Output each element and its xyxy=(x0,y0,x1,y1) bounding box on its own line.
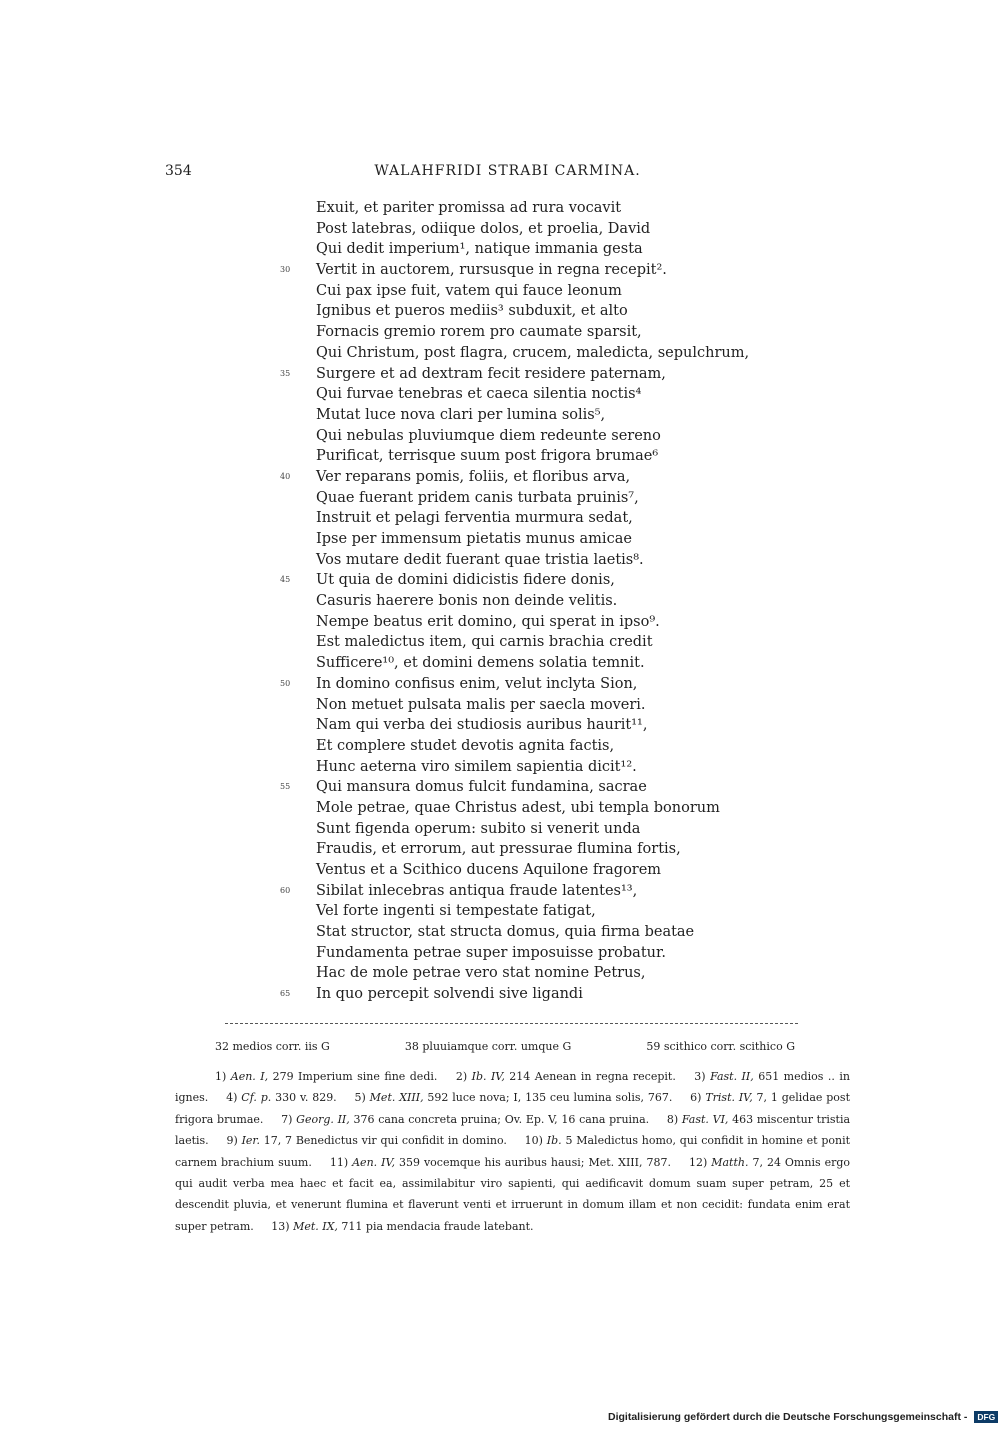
footnote-number: 4) xyxy=(226,1091,238,1105)
verse-text: Surgere et ad dextram fecit residere paternam, xyxy=(316,365,666,382)
footnotes xyxy=(175,1066,850,1237)
verse-line xyxy=(280,570,800,591)
footnote-source: Aen. IV, xyxy=(352,1155,395,1169)
verse-line xyxy=(280,488,800,509)
verse-block xyxy=(280,198,800,1005)
line-number: 40 xyxy=(280,471,291,481)
verse-line xyxy=(280,612,800,633)
footnote xyxy=(267,1113,653,1126)
verse-line xyxy=(280,984,800,1005)
verse-line xyxy=(280,529,800,550)
verse-text: Instruit et pelagi ferventia murmura sedat, xyxy=(316,510,633,527)
verse-line xyxy=(280,632,800,653)
footnote-number: 10) xyxy=(524,1134,543,1148)
footnote-source: Ib. IV, xyxy=(471,1070,505,1083)
verse-line xyxy=(280,715,800,736)
verse-line xyxy=(280,239,800,260)
verse-text: Sibilat inlecebras antiqua fraude latentes¹³, xyxy=(316,882,638,899)
verse-line xyxy=(280,384,800,405)
verse-line xyxy=(280,819,800,840)
verse-text: Casuris haerere bonis non deinde velitis. xyxy=(316,593,618,610)
footnote-divider xyxy=(225,1023,798,1024)
verse-line xyxy=(280,757,800,778)
verse-text: Hunc aeterna viro similem sapientia dicit¹². xyxy=(316,758,637,775)
footnote xyxy=(175,1070,442,1083)
running-title: WALAHFRIDI STRABI CARMINA. xyxy=(374,163,641,179)
verse-line xyxy=(280,301,800,322)
footnote-number: 9) xyxy=(226,1134,238,1148)
verse-text: Exuit, et pariter promissa ad rura vocavit xyxy=(316,200,622,216)
apparatus-entry: 38 pluuiamque corr. umque G xyxy=(404,1040,572,1053)
verse-text: Et complere studet devotis agnita factis, xyxy=(316,737,615,754)
footnote-text: 330 v. 829. xyxy=(275,1091,337,1105)
footnote-source: Fast. VI, xyxy=(681,1112,729,1126)
line-number: 30 xyxy=(280,265,291,275)
footnote-text: 214 Aenean in regna recepit. xyxy=(509,1070,676,1083)
verse-text: Qui Christum, post flagra, crucem, maledicta, sepulchrum, xyxy=(316,344,750,361)
footnote-source: Cf. p. xyxy=(241,1091,272,1105)
verse-line xyxy=(280,405,800,426)
verse-text: Vertit in auctorem, rursusque in regna recepit². xyxy=(316,262,667,279)
verse-line xyxy=(280,798,800,819)
footnote-text: 279 Imperium sine fine dedi. xyxy=(272,1070,438,1083)
verse-line xyxy=(280,736,800,757)
verse-text: Non metuet pulsata malis per saecla moveri. xyxy=(316,696,646,713)
footnote xyxy=(257,1220,533,1233)
verse-line xyxy=(280,591,800,612)
digitization-credit xyxy=(608,1411,998,1423)
verse-text: Est maledictus item, qui carnis brachia credit xyxy=(316,634,653,651)
footnote xyxy=(212,1091,340,1104)
verse-line xyxy=(280,839,800,860)
line-number: 60 xyxy=(280,885,291,895)
line-number: 35 xyxy=(280,368,291,378)
footnote-source: Fast. II, xyxy=(710,1070,754,1083)
verse-line xyxy=(280,674,800,695)
verse-line xyxy=(280,653,800,674)
footnote xyxy=(316,1156,675,1169)
verse-text: Ipse per immensum pietatis munus amicae xyxy=(316,531,632,547)
footnote-source: Aen. I, xyxy=(230,1070,269,1083)
footnote xyxy=(212,1134,510,1147)
verse-text: Fornacis gremio rorem pro caumate sparsit, xyxy=(316,324,642,341)
verse-text: Ventus et a Scithico ducens Aquilone fragorem xyxy=(316,862,662,878)
verse-text: In quo percepit solvendi sive ligandi xyxy=(316,986,583,1003)
footnote-text: 7, 24 Omnis ergo qui audit verba mea haec et facit ea, assimilabitur viro sapienti, qui aedificavit domum suam super petram, 25 et descendit pluvia, et venerunt flumina et flaverunt venti et irruerunt in domum illam et non cecidit: fundata enim erat super petram. xyxy=(175,1155,851,1233)
verse-line xyxy=(280,777,800,798)
footnote-text: 7, 1 gelidae post frigora brumae. xyxy=(175,1091,850,1126)
credit-text: Digitalisierung gefördert durch die Deutsche Forschungsgemeinschaft - xyxy=(608,1411,968,1423)
verse-line xyxy=(280,943,800,964)
verse-line xyxy=(280,364,800,385)
verse-text: Ignibus et pueros mediis³ subduxit, et alto xyxy=(316,303,628,320)
dfg-logo: DFG xyxy=(974,1411,998,1423)
footnote-number: 2) xyxy=(455,1070,468,1083)
footnote-text: 651 medios .. in ignes. xyxy=(175,1070,850,1105)
footnote-text: 359 vocemque his auribus hausi; Met. XIII, 787. xyxy=(398,1155,671,1169)
footnote-number: 3) xyxy=(694,1070,706,1083)
verse-text: Ver reparans pomis, foliis, et floribus arva, xyxy=(316,468,631,485)
footnote-source: Ier. xyxy=(241,1134,260,1148)
footnote-number: 12) xyxy=(688,1155,708,1169)
footnote xyxy=(341,1091,677,1104)
verse-line xyxy=(280,281,800,302)
verse-text: Post latebras, odiique dolos, et proelia, David xyxy=(316,220,651,237)
verse-line xyxy=(280,550,800,571)
verse-text: Purificat, terrisque suum post frigora brumae⁶ xyxy=(316,448,659,465)
verse-text: Fraudis, et errorum, aut pressurae flumina fortis, xyxy=(316,841,681,858)
footnote-source: Met. XIII, xyxy=(369,1091,424,1105)
footnote-number: 8) xyxy=(666,1112,679,1126)
verse-text: In domino confisus enim, velut inclyta Sion, xyxy=(316,675,638,692)
footnote-text: 17, 7 Benedictus vir qui confidit in domino. xyxy=(263,1134,507,1148)
verse-text: Quae fuerant pridem canis turbata pruinis⁷, xyxy=(316,489,639,506)
verse-text: Fundamenta petrae super imposuisse probatur. xyxy=(316,944,666,961)
verse-line xyxy=(280,322,800,343)
verse-line xyxy=(280,467,800,488)
footnote-number: 5) xyxy=(354,1091,366,1105)
line-number: 45 xyxy=(280,575,291,585)
footnote-source: Met. IX, xyxy=(293,1219,338,1233)
verse-line xyxy=(280,922,800,943)
verse-line xyxy=(280,260,800,281)
verse-line xyxy=(280,901,800,922)
verse-text: Cui pax ipse fuit, vatem qui fauce leonum xyxy=(316,282,622,299)
footnote-source: Matth. xyxy=(711,1155,749,1169)
apparatus-entry: 59 scithico corr. scithico G xyxy=(646,1040,795,1053)
verse-line xyxy=(280,963,800,984)
line-number: 55 xyxy=(280,782,291,792)
verse-text: Nam qui verba dei studiosis auribus haurit¹¹, xyxy=(316,717,648,734)
verse-text: Mutat luce nova clari per lumina solis⁵, xyxy=(316,406,606,423)
verse-text: Qui mansura domus fulcit fundamina, sacrae xyxy=(316,779,647,796)
verse-text: Vel forte ingenti si tempestate fatigat, xyxy=(316,903,596,920)
verse-text: Sufficere¹⁰, et domini demens solatia temnit. xyxy=(316,655,645,672)
footnote-number: 6) xyxy=(690,1091,702,1105)
verse-line xyxy=(280,695,800,716)
verse-text: Qui nebulas pluviumque diem redeunte sereno xyxy=(316,427,661,444)
line-number: 65 xyxy=(280,989,291,999)
verse-text: Hac de mole petrae vero stat nomine Petrus, xyxy=(316,965,646,982)
verse-line xyxy=(280,426,800,447)
verse-line xyxy=(280,198,800,219)
verse-text: Ut quia de domini didicistis fidere donis, xyxy=(316,572,615,589)
footnote-text: 463 miscentur tristia laetis. xyxy=(175,1112,851,1148)
footnote-number: 11) xyxy=(329,1155,349,1169)
apparatus-entry: 32 medios corr. iis G xyxy=(215,1040,330,1053)
page-header xyxy=(165,163,850,183)
verse-text: Sunt figenda operum: subito si venerit unda xyxy=(316,820,641,837)
verse-text: Mole petrae, quae Christus adest, ubi templa bonorum xyxy=(316,799,720,816)
line-number: 50 xyxy=(280,678,291,688)
footnote-number: 7) xyxy=(281,1112,293,1126)
verse-line xyxy=(280,860,800,881)
page-number: 354 xyxy=(165,163,192,179)
footnote-source: Georg. II, xyxy=(296,1112,350,1126)
footnote-number: 13) xyxy=(271,1219,290,1233)
verse-text: Vos mutare dedit fuerant quae tristia laetis⁸. xyxy=(316,551,644,568)
verse-line xyxy=(280,343,800,364)
footnote-text: 376 cana concreta pruina; Ov. Ep. V, 16 cana pruina. xyxy=(353,1112,650,1126)
critical-apparatus xyxy=(215,1040,795,1053)
footnote-text: 5 Maledictus homo, qui confidit in homine et ponit carnem brachium suum. xyxy=(175,1134,851,1169)
verse-text: Nempe beatus erit domino, qui sperat in ipso⁹. xyxy=(316,613,660,630)
footnote-source: Ib. xyxy=(546,1134,562,1148)
verse-line xyxy=(280,508,800,529)
verse-line xyxy=(280,881,800,902)
verse-line xyxy=(280,219,800,240)
footnote-number: 1) xyxy=(215,1070,227,1083)
footnote-text: 592 luce nova; I, 135 ceu lumina solis, 767. xyxy=(427,1091,673,1105)
footnote xyxy=(442,1070,680,1083)
verse-text: Stat structor, stat structa domus, quia firma beatae xyxy=(316,924,695,941)
verse-line xyxy=(280,446,800,467)
footnote-text: 711 pia mendacia fraude latebant. xyxy=(341,1219,534,1233)
verse-text: Qui furvae tenebras et caeca silentia noctis⁴ xyxy=(316,386,642,403)
footnote-source: Trist. IV, xyxy=(705,1091,753,1105)
verse-text: Qui dedit imperium¹, natique immania gesta xyxy=(316,241,643,258)
